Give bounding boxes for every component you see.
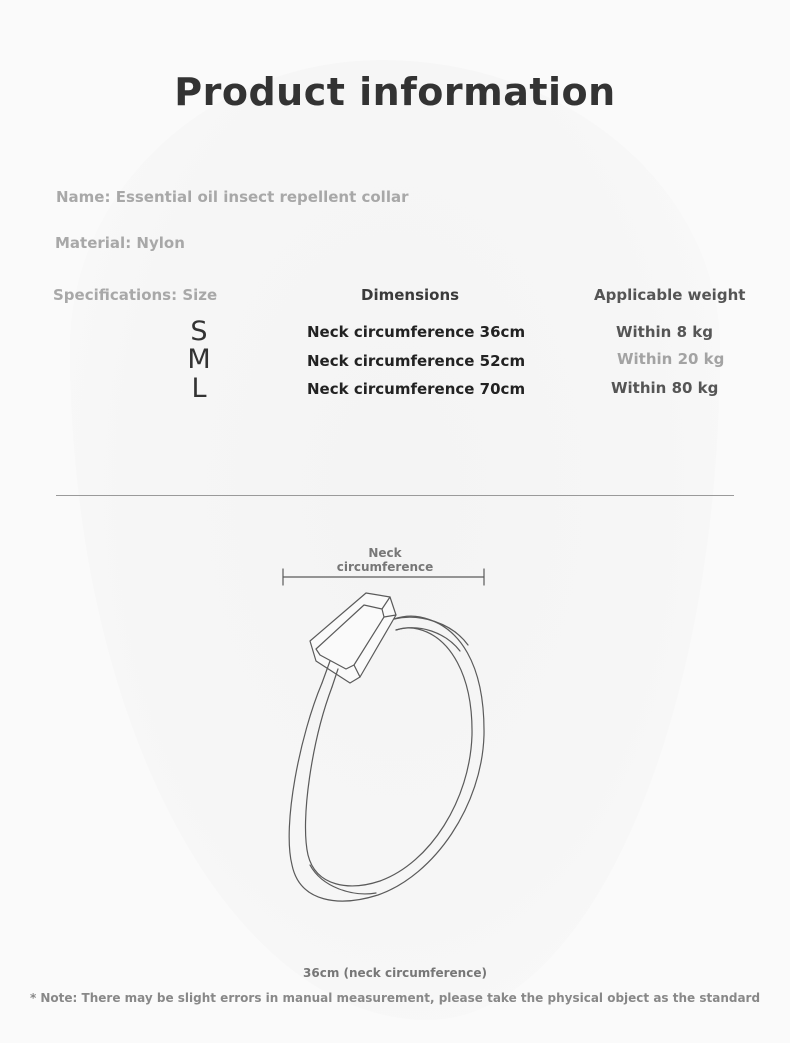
measurement-note: * Note: There may be slight errors in manual measurement, please take the physical object as the standard: [29, 991, 761, 1005]
product-material: Material: Nylon: [55, 234, 185, 252]
diagram-caption: 36cm (neck circumference): [303, 966, 487, 980]
section-divider: [56, 495, 734, 496]
neck-label-line2: circumference: [336, 560, 434, 574]
header-weight: Applicable weight: [594, 286, 746, 304]
size-s: S: [190, 316, 208, 347]
neck-label-line1: Neck: [368, 546, 402, 560]
header-size: Specifications: Size: [53, 286, 218, 304]
product-name: Name: Essential oil insect repellent collar: [56, 188, 409, 206]
dimension-m: Neck circumference 52cm: [307, 352, 526, 370]
weight-s: Within 8 kg: [616, 323, 713, 341]
weight-m: Within 20 kg: [617, 350, 725, 368]
collar-illustration: [270, 565, 500, 910]
dimension-l: Neck circumference 70cm: [307, 380, 526, 398]
header-dimensions: Dimensions: [361, 286, 460, 304]
collar-buckle: [310, 593, 396, 683]
collar-band-bottom-edge: [310, 865, 376, 894]
size-m: M: [187, 344, 211, 375]
weight-l: Within 80 kg: [611, 379, 719, 397]
measurement-bracket: [283, 569, 484, 585]
page-title: Product information: [174, 70, 616, 114]
dimension-s: Neck circumference 36cm: [307, 323, 526, 341]
size-l: L: [191, 373, 207, 404]
